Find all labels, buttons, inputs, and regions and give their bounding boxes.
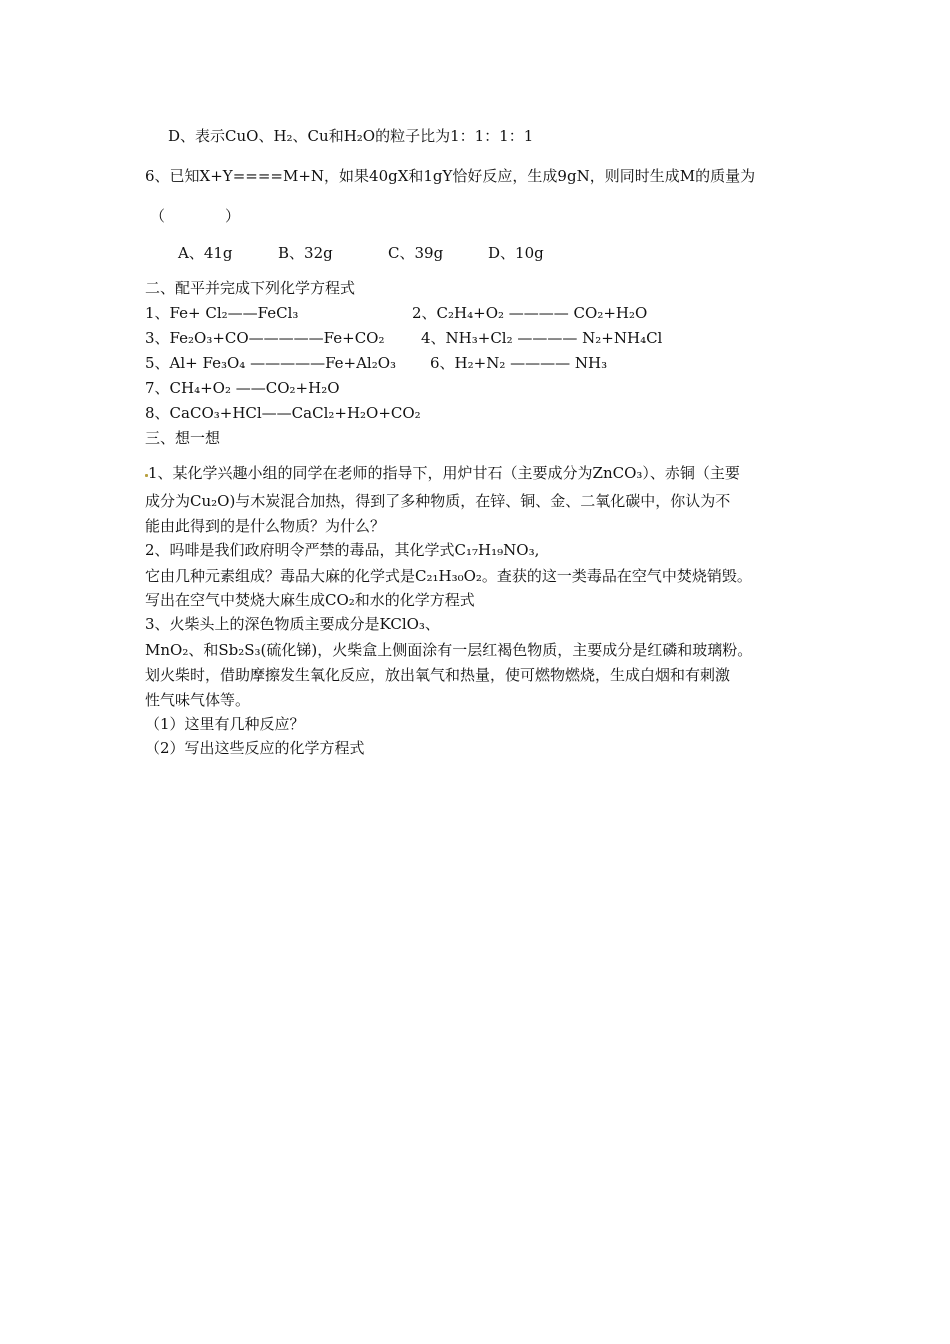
equation-5: 5、Al+ Fe₃O₄ —————Fe+Al₂O₃	[145, 354, 397, 372]
s3-q1-line3: 能由此得到的是什么物质？为什么？	[145, 517, 386, 535]
equation-7: 7、CH₄+O₂ ——CO₂+H₂O	[145, 379, 340, 397]
s3-subq-1: （1）这里有几种反应？	[145, 715, 305, 733]
equation-4: 4、NH₃+Cl₂ ———— N₂+NH₄Cl	[421, 329, 663, 347]
s3-q2-line3: 写出在空气中焚烧大麻生成CO₂和水的化学方程式	[145, 591, 475, 609]
q6-stem: 6、已知X+Y====M+N，如果40gX和1gY恰好反应，生成9gN，则同时生成M的质量为	[145, 167, 756, 185]
equation-6: 6、H₂+N₂ ———— NH₃	[430, 354, 608, 372]
section3-title: 三、想一想	[145, 429, 221, 447]
equation-1: 1、Fe+ Cl₂——FeCl₃	[145, 304, 299, 322]
q6-option-b: B、32g	[278, 244, 333, 262]
equation-8: 8、CaCO₃+HCl——CaCl₂+H₂O+CO₂	[145, 404, 421, 422]
s3-q2-line1: 2、吗啡是我们政府明令严禁的毒品，其化学式C₁₇H₁₉NO₃,	[145, 541, 540, 559]
q6-option-d: D、10g	[488, 244, 544, 262]
s3-q1-line2: 成分为Cu₂O)与木炭混合加热，得到了多种物质，在锌、铜、金、二氧化碳中，你认为不	[145, 492, 731, 510]
q5-option-d: D、表示CuO、H₂、Cu和H₂O的粒子比为1：1：1：1	[168, 127, 534, 145]
s3-q2-line2: 它由几种元素组成？毒品大麻的化学式是C₂₁H₃₀O₂。查获的这一类毒品在空气中焚烧销毁。	[145, 567, 752, 585]
s3-q3-line2: MnO₂、和Sb₂S₃(硫化锑)，火柴盒上侧面涂有一层红褐色物质，主要成分是红磷和玻璃粉。	[145, 641, 753, 659]
section2-title: 二、配平并完成下列化学方程式	[145, 279, 356, 297]
s3-subq-2: （2）写出这些反应的化学方程式	[145, 739, 365, 757]
s3-q1-line1: 1、某化学兴趣小组的同学在老师的指导下，用炉甘石（主要成分为ZnCO₃）、赤铜（主要	[148, 464, 740, 482]
s3-q3-line4: 性气味气体等。	[145, 691, 251, 709]
equation-2: 2、C₂H₄+O₂ ———— CO₂+H₂O	[412, 304, 648, 322]
q6-answer-paren: （ ）	[150, 207, 241, 225]
equation-3: 3、Fe₂O₃+CO—————Fe+CO₂	[145, 329, 385, 347]
q6-option-c: C、39g	[388, 244, 444, 262]
q6-option-a: A、41g	[178, 244, 233, 262]
s3-q3-line1: 3、火柴头上的深色物质主要成分是KClO₃、	[145, 615, 440, 633]
s3-q3-line3: 划火柴时，借助摩擦发生氧化反应，放出氧气和热量，使可燃物燃烧，生成白烟和有刺激	[145, 666, 731, 684]
